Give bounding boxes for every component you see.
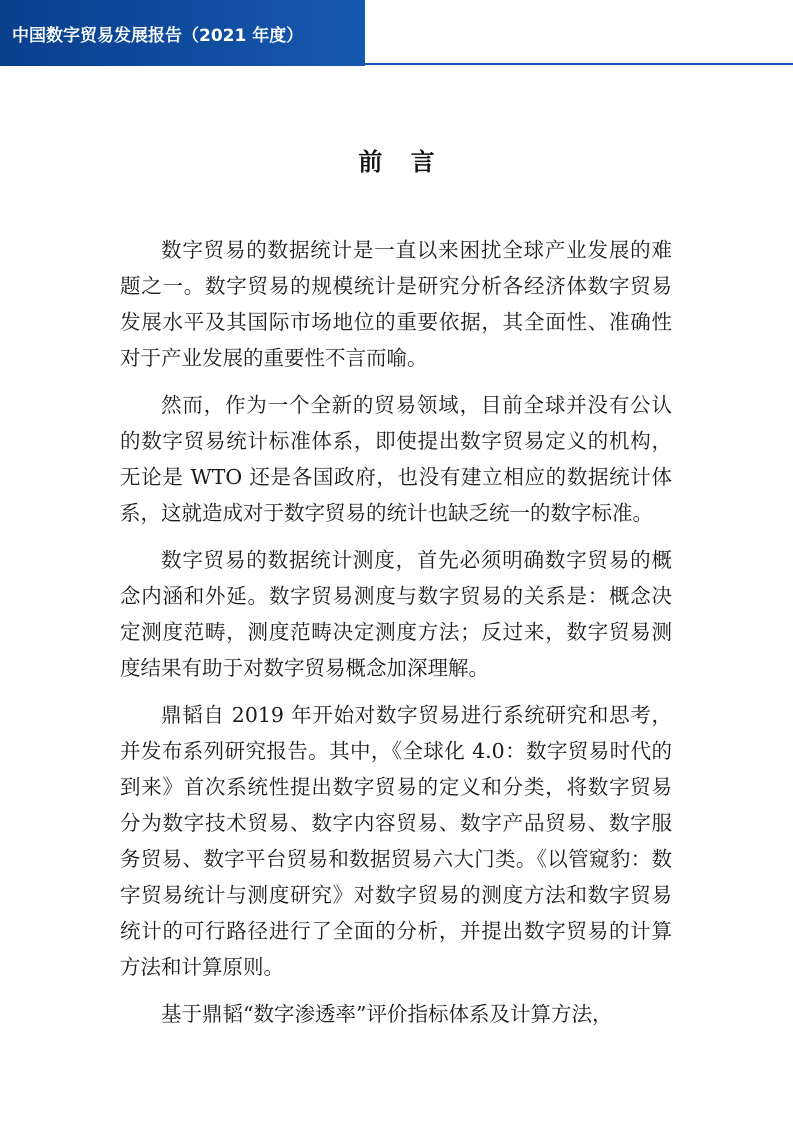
report-header-bar [0,0,365,66]
paragraph-5: 基于鼎韬“数字渗透率”评价指标体系及计算方法， [161,1002,613,1026]
paragraph-1: 数字贸易的数据统计是一直以来困扰全球产业发展的难题之一。数字贸易的规模统计是研究分析各经济体数字贸易发展水平及其国际市场地位的重要依据，其全面性、准确性对于产业发展的重要性不言而喻。 [120,238,672,370]
paragraph-2: 然而，作为一个全新的贸易领域，目前全球并没有公认的数字贸易统计标准体系，即使提出数字贸易定义的机构，无论是 WTO 还是各国政府，也没有建立相应的数据统计体系，这就造成对于数字贸易的统计也缺乏统一的数字标准。 [120,393,672,525]
header-divider [365,63,793,65]
report-header-title: 中国数字贸易发展报告（2021 年度） [12,25,304,46]
page-title: 前 言 [358,147,445,176]
paragraph-3: 数字贸易的数据统计测度，首先必须明确数字贸易的概念内涵和外延。数字贸易测度与数字贸易的关系是：概念决定测度范畴，测度范畴决定测度方法；反过来，数字贸易测度结果有助于对数字贸易概念加深理解。 [120,548,672,680]
paragraph-4: 鼎韬自 2019 年开始对数字贸易进行系统研究和思考，并发布系列研究报告。其中，《全球化 4.0：数字贸易时代的到来》首次系统性提出数字贸易的定义和分类，将数字贸易分为数字技术贸易、数字内容贸易、数字产品贸易、数字服务贸易、数字平台贸易和数据贸易六大门类。《以管窥豹：数字贸易统计与测度研究》对数字贸易的测度方法和数字贸易统计的可行路径进行了全面的分析，并提出数字贸易的计算方法和计算原则。 [120,703,672,979]
body-text [120,232,672,1043]
